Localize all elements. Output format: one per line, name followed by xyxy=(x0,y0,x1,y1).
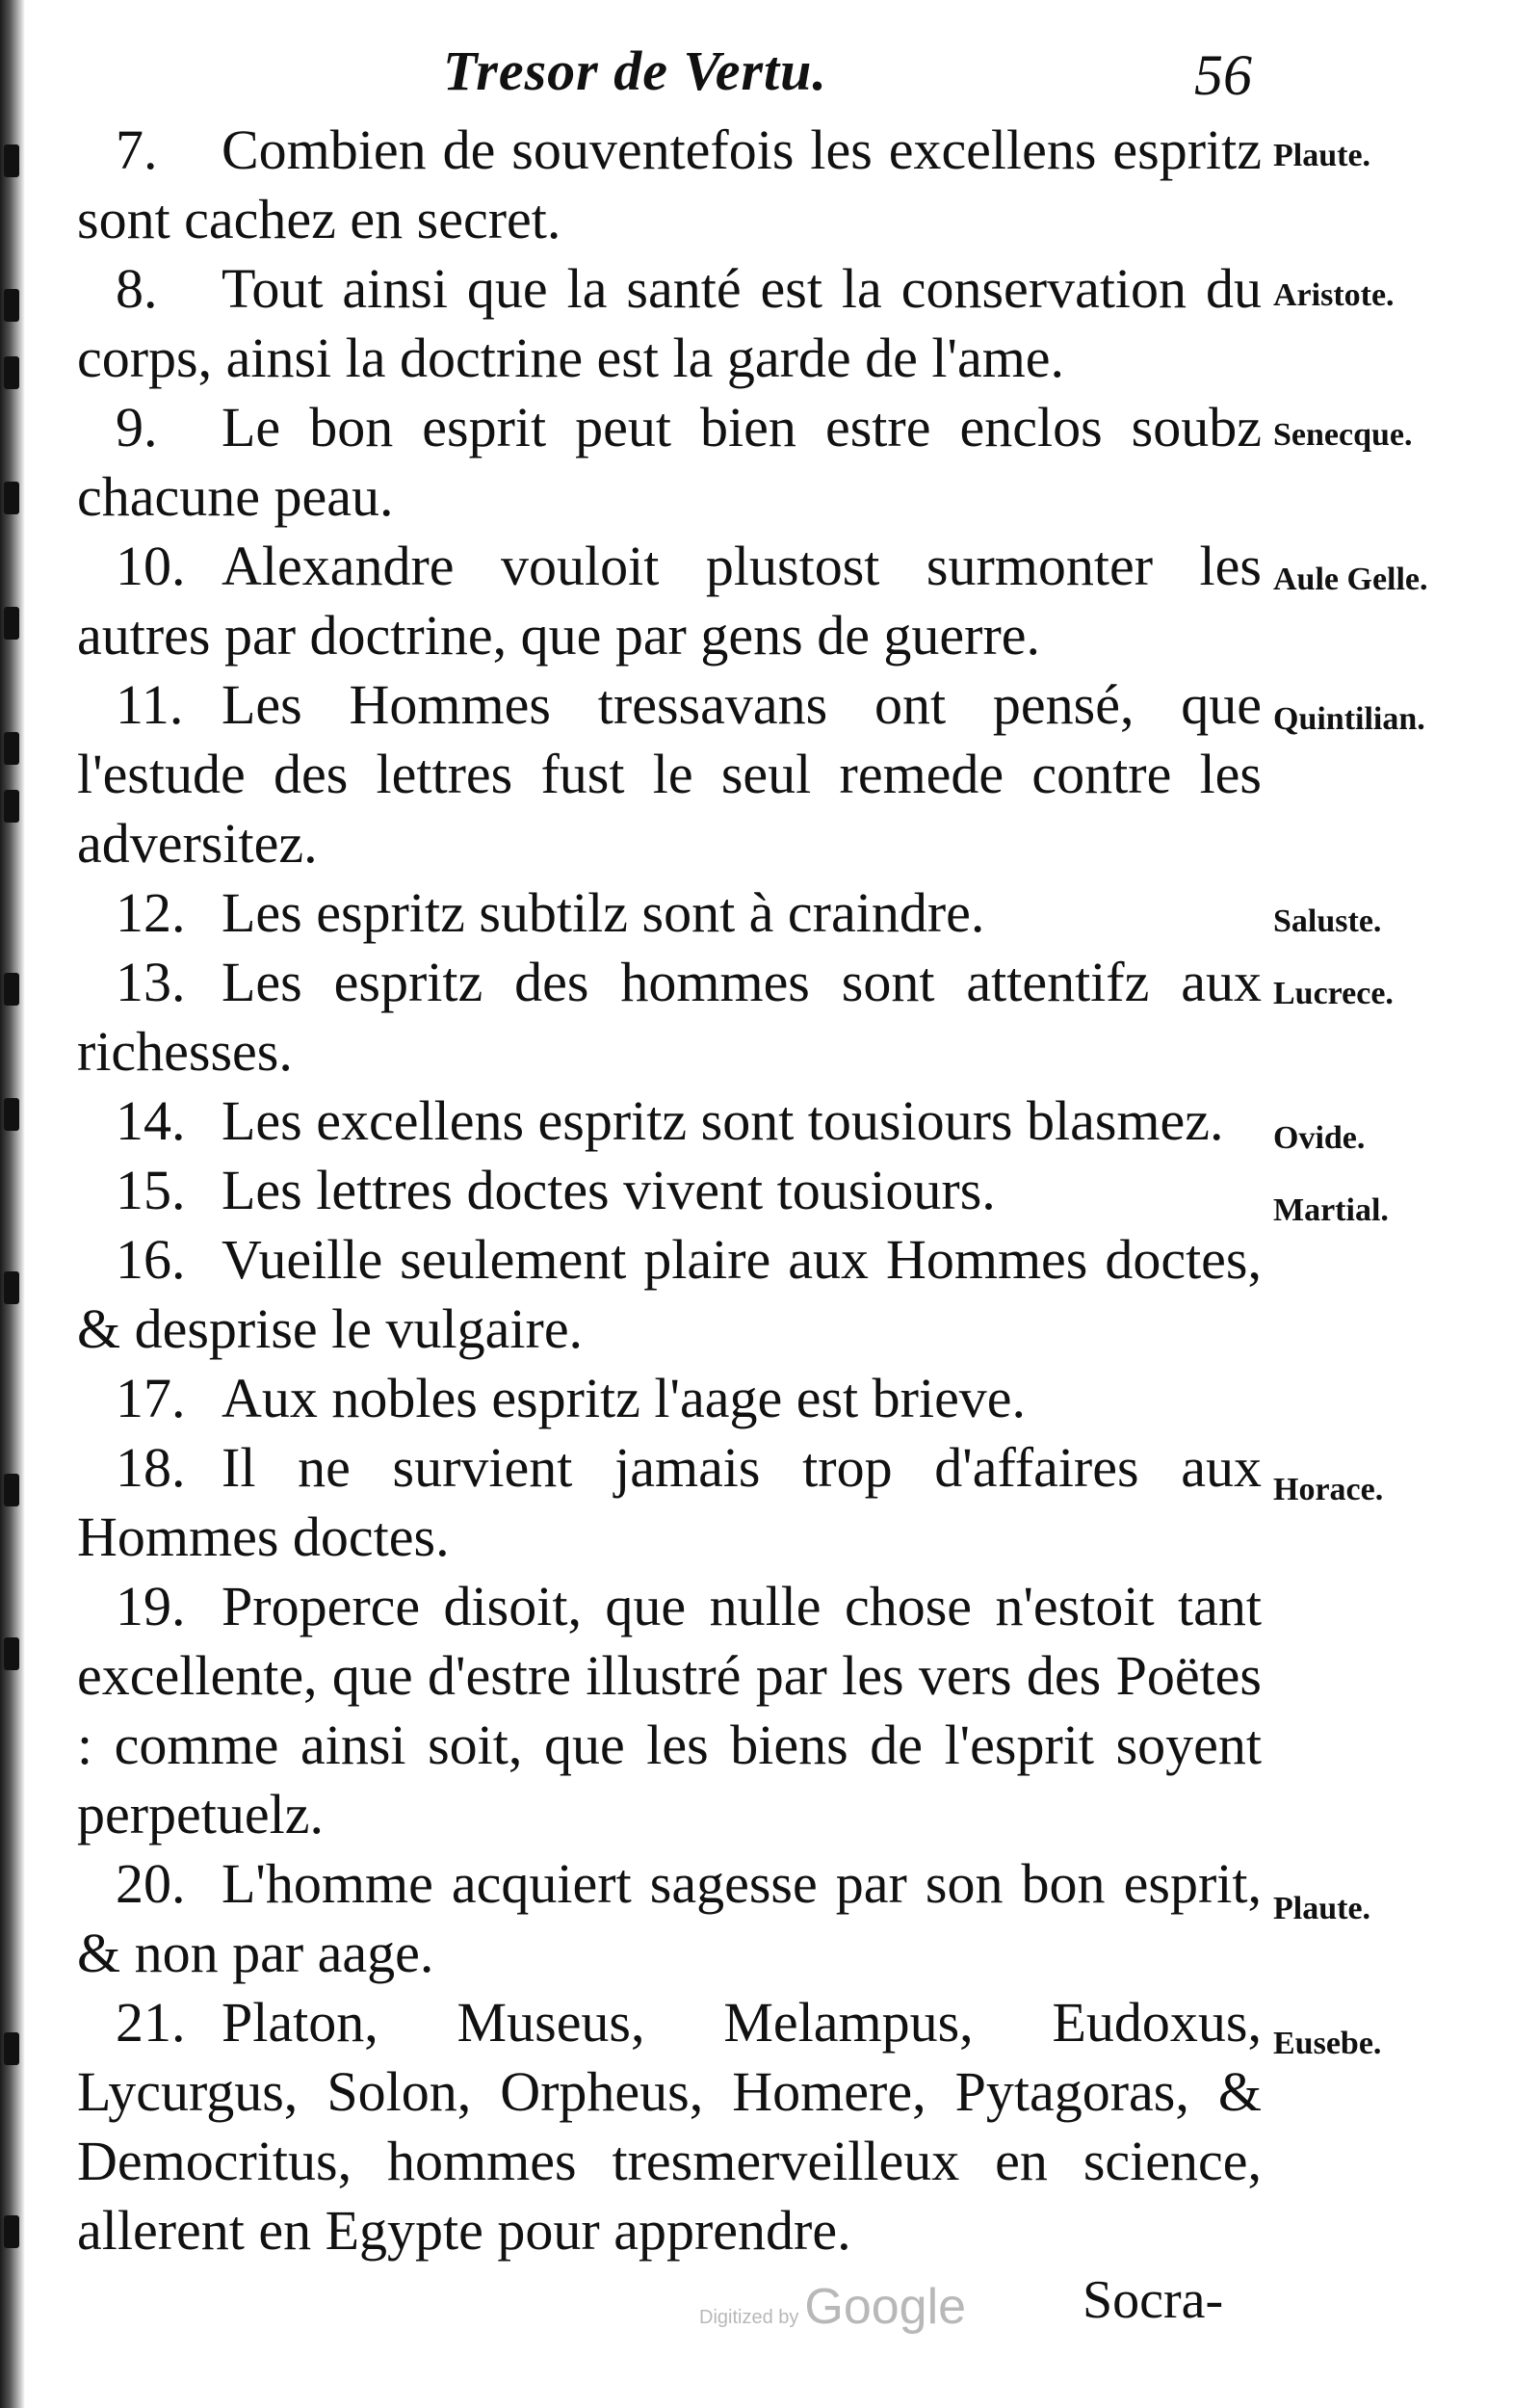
entry-9 xyxy=(77,393,1262,532)
gutter-mark xyxy=(4,482,19,514)
entry-11 xyxy=(77,670,1262,878)
page-number: 56 xyxy=(1194,43,1252,107)
entry-number: 10. xyxy=(116,535,186,597)
marginal-source: Plaute. xyxy=(1273,1891,1371,1926)
entry-number: 20. xyxy=(116,1852,186,1915)
marginal-source: Ovide. xyxy=(1273,1120,1366,1156)
binding-gutter xyxy=(0,0,25,2408)
entry-text: Il ne survient jamais trop d'affaires aux Hommes doctes. xyxy=(77,1436,1262,1568)
entry-number: 7. xyxy=(116,118,158,181)
marginal-source: Saluste. xyxy=(1273,903,1382,939)
gutter-mark xyxy=(4,607,19,640)
entry-15 xyxy=(77,1156,1262,1225)
digitized-by-label: Digitized by xyxy=(699,2307,799,2328)
marginal-source: Plaute. xyxy=(1273,138,1371,173)
marginal-source: Quintilian. xyxy=(1273,701,1425,737)
gutter-mark xyxy=(4,2215,19,2248)
entry-number: 17. xyxy=(116,1367,186,1429)
page-header xyxy=(424,39,1252,116)
entry-8 xyxy=(77,254,1262,393)
entry-7 xyxy=(77,116,1262,254)
entry-19 xyxy=(77,1572,1262,1849)
gutter-mark xyxy=(4,790,19,823)
gutter-mark xyxy=(4,1098,19,1131)
entry-number: 13. xyxy=(116,951,186,1013)
entry-14 xyxy=(77,1086,1262,1156)
main-text xyxy=(77,116,1262,2265)
entry-text: Combien de souventefois les excellens espritz sont cachez en secret. xyxy=(77,118,1262,250)
marginal-source: Senecque. xyxy=(1273,417,1413,453)
entry-number: 11. xyxy=(116,673,184,736)
entry-text: Les Hommes tressavans ont pensé, que l'estude des lettres fust le seul remede contre les adversitez. xyxy=(77,673,1262,875)
entry-number: 16. xyxy=(116,1228,186,1291)
entry-number: 15. xyxy=(116,1159,186,1221)
gutter-mark xyxy=(4,1637,19,1670)
entry-text: Les espritz subtilz sont à craindre. xyxy=(222,881,985,944)
entry-number: 14. xyxy=(116,1089,186,1152)
entry-text: Alexandre vouloit plustost surmonter les autres par doctrine, que par gens de guerre. xyxy=(77,535,1262,667)
gutter-mark xyxy=(4,356,19,389)
entry-number: 19. xyxy=(116,1575,186,1637)
google-logo-text: Google xyxy=(804,2279,967,2335)
entry-number: 8. xyxy=(116,257,158,320)
gutter-mark xyxy=(4,1271,19,1304)
entry-number: 18. xyxy=(116,1436,186,1499)
entry-number: 9. xyxy=(116,396,158,458)
entry-text: Aux nobles espritz l'aage est brieve. xyxy=(222,1367,1027,1429)
entry-number: 12. xyxy=(116,881,186,944)
entry-20 xyxy=(77,1849,1262,1988)
entry-text: Les excellens espritz sont tousiours blasmez. xyxy=(222,1089,1224,1152)
gutter-mark xyxy=(4,2032,19,2065)
digitized-watermark xyxy=(699,2278,966,2336)
entry-text: Tout ainsi que la santé est la conservation du corps, ainsi la doctrine est la garde de l'ame. xyxy=(77,257,1262,389)
entry-text: Vueille seulement plaire aux Hommes doctes, & desprise le vulgaire. xyxy=(77,1228,1262,1360)
entry-21 xyxy=(77,1988,1262,2265)
marginal-source: Eusebe. xyxy=(1273,2026,1382,2061)
marginal-source: Aristote. xyxy=(1273,277,1395,313)
entry-text: L'homme acquiert sagesse par son bon esprit, & non par aage. xyxy=(77,1852,1262,1984)
marginal-source: Martial. xyxy=(1273,1192,1389,1228)
entry-16 xyxy=(77,1225,1262,1364)
entry-13 xyxy=(77,948,1262,1086)
entry-text: Le bon esprit peut bien estre enclos soubz chacune peau. xyxy=(77,396,1262,528)
running-title: Tresor de Vertu. xyxy=(443,39,827,102)
gutter-mark xyxy=(4,1474,19,1506)
entry-12 xyxy=(77,878,1262,948)
marginal-source: Lucrece. xyxy=(1273,976,1394,1011)
entry-text: Les lettres doctes vivent tousiours. xyxy=(222,1159,996,1221)
entry-number: 21. xyxy=(116,1991,186,2054)
entry-text: Platon, Museus, Melampus, Eudoxus, Lycurgus, Solon, Orpheus, Homere, Pytagoras, & Democritus, hommes tresmerveilleux en science, allerent en Egypte pour apprendre. xyxy=(77,1991,1262,2262)
entry-17 xyxy=(77,1364,1262,1433)
marginal-source: Horace. xyxy=(1273,1472,1384,1507)
entry-text: Les espritz des hommes sont attentifz aux richesses. xyxy=(77,951,1262,1083)
gutter-mark xyxy=(4,973,19,1006)
entry-18 xyxy=(77,1433,1262,1572)
entry-10 xyxy=(77,532,1262,670)
gutter-mark xyxy=(4,289,19,322)
catchword: Socra- xyxy=(1083,2270,1224,2330)
marginal-source: Aule Gelle. xyxy=(1273,562,1428,597)
gutter-mark xyxy=(4,732,19,765)
entry-text: Properce disoit, que nulle chose n'estoit tant excellente, que d'estre illustré par les vers des Poëtes : comme ainsi soit, que les biens de l'esprit soyent perpetuelz. xyxy=(77,1575,1262,1845)
gutter-mark xyxy=(4,144,19,177)
